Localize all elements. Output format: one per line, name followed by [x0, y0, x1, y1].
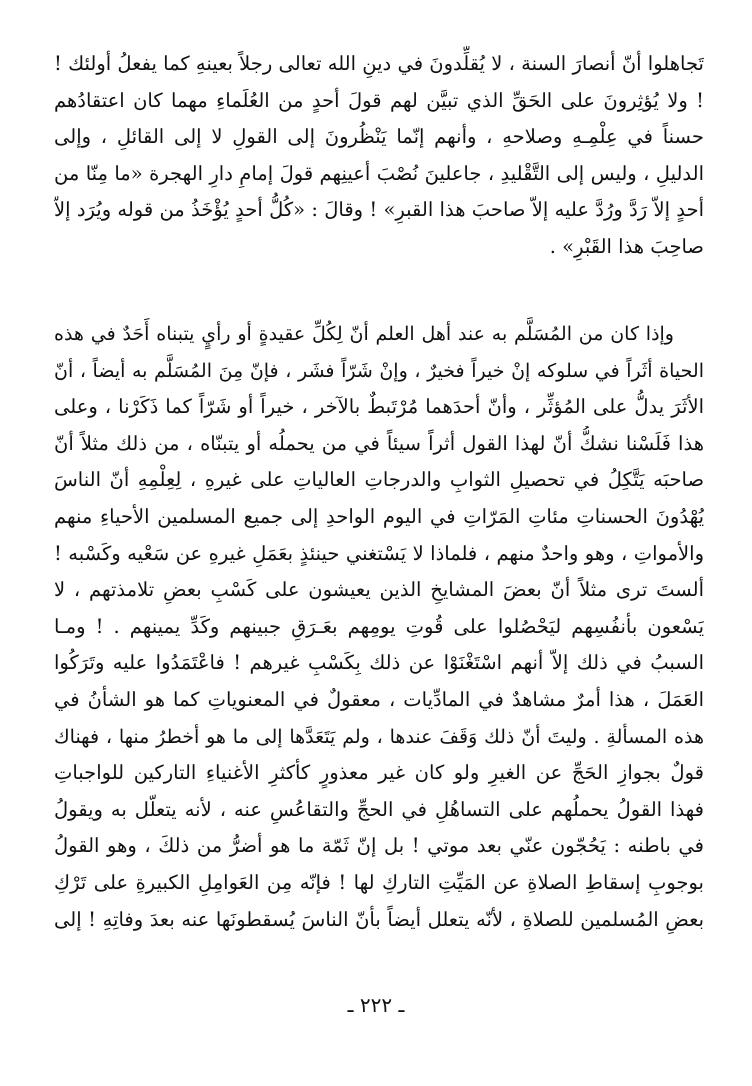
text-line: صاحبَه يَتَّكِلُ في تحصيلِ الثوابِ والدرجاتِ العالياتِ على غيرهِ ، لِعِلْمِهِ أنّ الناسَ	[54, 468, 704, 492]
text-line: والأمواتِ ، وهو واحدٌ منهم ، فلماذا لا يَسْتغني حينئذٍ بعَمَلِ غيرهِ عن سَعْيه وكَسْبه !	[54, 541, 704, 565]
page-number: ـ ٢٢٢ ـ	[347, 993, 405, 1017]
text-line: صاحِبَ هذا القَبْرِ» .	[549, 234, 704, 258]
text-line: السببُ في ذلك إلاّ أنهم اسْتَغْنَوْا عن ذلك بِكَسْبِ غيرهم ! فاعْتَمَدُوا عليه وتَرَكُوا	[54, 651, 704, 675]
text-line: حسناً في عِلْمِـهِ وصلاحهِ ، وأنهم إنّما يَنْظُرونَ إلى القولِ لا إلى القائلِ ، وإلى	[54, 125, 704, 149]
text-line: بوجوبِ إسقاطِ الصلاةِ عن المَيِّتِ التاركِ لها ! فإنّه مِن العَوامِلِ الكبيرةِ على تَرْكِ	[54, 870, 704, 894]
text-line: العَمَلَ ، هذا أمرٌ مشاهدٌ في المادِّيات ، معقولٌ في المعنوياتِ كما هو الشأنُ في	[54, 687, 704, 711]
paragraph-2	[54, 316, 704, 938]
text-line: الدليلِ ، وليس إلى التَّقْليدِ ، جاعلينَ نُصْبَ أعينِهم قولَ إمامِ دارِ الهجرة «ما مِنّا من	[54, 161, 704, 185]
text-line: أحدٍ إلاّ رَدَّ ورُدَّ عليه إلاّ صاحبَ هذا القبرِ» ! وقالَ : «كُلُّ أحدٍ يُؤْخَذُ من قوله ويُرَد إلاّ	[54, 198, 704, 222]
text-line: هذا فَلَسْنا نشكُّ أنّ لهذا القول أثراً سيئاً في من يحملُه أو يتبنّاه ، من ذلك مثلاً أنّ	[54, 431, 704, 455]
text-line: يَسْعون بأنفُسِهم ليَحْصُلوا على قُوتِ يومِهم بعَـرَقِ جبينهم وكَدِّ يمينهم . ! ومـا	[54, 614, 704, 638]
text-line: الحياة أثَراً في سلوكه إنْ خيراً فخيرٌ ، وإنْ شَرّاً فشَر ، فإنّ مِنَ المُسَلَّم به أيضاً ، أنّ	[54, 359, 704, 382]
paragraph-1	[54, 46, 704, 266]
text-line: تَجاهلوا أنّ أنصارَ السنة ، لا يُقلِّدونَ في دينِ الله تعالى رجلاً بعينهِ كما يفعلُ أولئك !	[54, 52, 704, 75]
text-line: قولٌ بجوازِ الحَجِّ عن الغيرِ ولو كان غير معذورٍ كأكثرِ الأغنياءِ التاركين للواجباتِ	[54, 761, 704, 785]
text-line: في باطنه : يَحُجّون عنّي بعد موتي ! بل إنّ ثَمّة ما هو أضرُّ من ذلكَ ، وهو القولُ	[54, 834, 704, 858]
text-line: يُهْدُونَ الحسناتِ مئاتِ المَرّاتِ في اليوم الواحدِ إلى جميع المسلمين الأحياءِ منهم	[54, 504, 704, 528]
text-line: ! ولا يُؤثِرونَ على الحَقِّ الذي تبيَّن لهم قولَ أحدٍ من العُلَماءِ مهما كان اعتقادُهم	[54, 88, 704, 112]
text-line: وإذا كان من المُسَلَّم به عند أهل العلم أنّ لِكُلِّ عقيدةٍ أو رأيٍ يتبناه أَحَدٌ في هذه	[54, 323, 674, 345]
text-line: ألستَ ترى مثلاً أنّ بعضَ المشايخِ الذين يعيشون على كَسْبِ بعضِ تلامذتهم ، لا	[54, 578, 704, 602]
text-line: فهذا القولُ يحملُهم على التساهُلِ في الحجِّ والتقاعُسِ عنه ، لأنه يتعلّل به ويقولُ	[54, 797, 704, 821]
text-line: بعضِ المُسلمين للصلاةِ ، لأنّه يتعلل أيضاً بأنّ الناسَ يُسقطونَها عنه بعدَ وفاتِهِ ! إلى	[54, 907, 704, 931]
text-line: هذه المسألةِ . وليتَ أنّ ذلك وَقَفَ عندها ، ولم يَتَعَدَّها إلى ما هو أخطرُ منها ، فهناك	[54, 725, 704, 748]
text-line: الأثَرَ يدلُّ على المُؤثِّر ، وأنّ أحدَهما مُرْتَبطٌ بالآخر ، خيراً أو شَرّاً كما ذَكَرْنا ، وعلى	[54, 395, 704, 419]
